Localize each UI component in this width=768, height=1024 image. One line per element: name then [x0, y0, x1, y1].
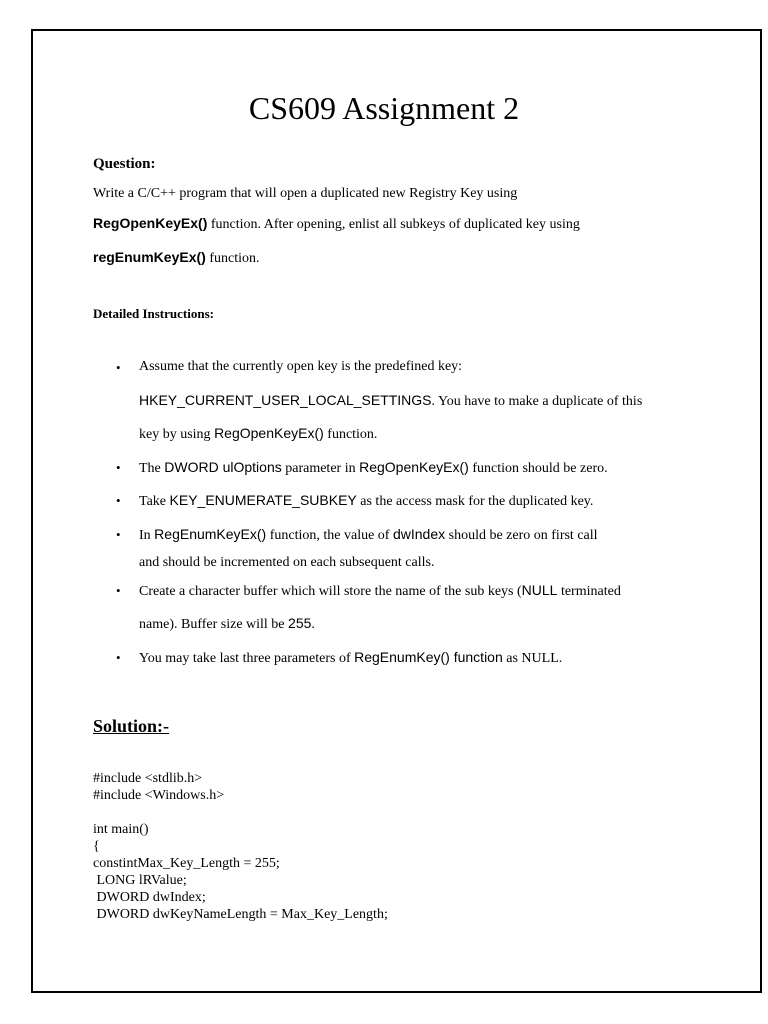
bullet-5-line-2-post: .	[311, 617, 315, 632]
bullet-5-line-1	[139, 582, 621, 600]
code-key-enumerate-subkey: KEY_ENUMERATE_SUBKEY	[169, 492, 357, 508]
bullet-3	[139, 492, 593, 510]
question-heading: Question:	[93, 156, 156, 172]
code-line: LONG lRValue;	[93, 873, 187, 888]
code-regopenkeyex: RegOpenKeyEx()	[359, 459, 469, 475]
solution-heading: Solution:-	[93, 716, 170, 736]
bullet-4-post: should be zero on first call	[445, 528, 598, 543]
code-line: constintMax_Key_Length = 255;	[93, 856, 280, 871]
bullet-4-line-2: and should be incremented on each subsequent calls.	[139, 555, 435, 570]
bullet-5-line-2-pre: name). Buffer size will be	[139, 617, 289, 632]
bullet-2-post: function should be zero.	[468, 461, 608, 476]
code-regenumkey-function: RegEnumKey() function	[354, 649, 503, 665]
bullet-2-pre: The	[139, 461, 165, 476]
bullet-2-mid: parameter in	[281, 461, 360, 476]
bullet-marker: •	[116, 360, 121, 375]
bullet-marker: •	[116, 527, 121, 542]
code-hkey: HKEY_CURRENT_USER_LOCAL_SETTINGS	[139, 392, 432, 408]
bullet-3-pre: Take	[139, 494, 170, 509]
code-dword-uloptions: DWORD ulOptions	[164, 459, 282, 475]
code-regenumkeyex: RegEnumKeyEx()	[154, 526, 267, 542]
question-line-1: Write a C/C++ program that will open a duplicated new Registry Key using	[93, 186, 518, 201]
code-regopenkeyex: RegOpenKeyEx()	[93, 215, 208, 231]
bullet-5-post: terminated	[557, 584, 621, 599]
bullet-5-pre: Create a character buffer which will store the name of the sub keys (	[139, 584, 522, 599]
code-line: #include <stdlib.h>	[93, 771, 203, 786]
question-line-2-text: function. After opening, enlist all subkeys of duplicated key using	[207, 217, 580, 232]
code-line: int main()	[93, 822, 149, 837]
code-regopenkeyex: RegOpenKeyEx()	[214, 425, 324, 441]
code-line: DWORD dwKeyNameLength = Max_Key_Length;	[93, 907, 388, 922]
code-line: {	[93, 839, 100, 854]
bullet-1-line-2-text: . You have to make a duplicate of this	[431, 394, 643, 409]
bullet-6-post: as NULL.	[502, 651, 563, 666]
bullet-1-line-3	[139, 425, 377, 443]
bullet-3-post: as the access mask for the duplicated key.	[356, 494, 594, 509]
code-dwindex: dwIndex	[392, 526, 446, 542]
bullet-4-line-1	[139, 526, 598, 544]
bullet-5-line-2	[139, 615, 315, 633]
bullet-6-pre: You may take last three parameters of	[139, 651, 355, 666]
bullet-1-line-3-pre: key by using	[139, 427, 215, 442]
code-line: DWORD dwIndex;	[93, 890, 206, 905]
question-line-3-text: function.	[205, 251, 260, 266]
bullet-4-mid: function, the value of	[266, 528, 393, 543]
bullet-6	[139, 649, 562, 667]
bullet-marker: •	[116, 650, 121, 665]
bullet-2	[139, 459, 608, 477]
document-title: CS609 Assignment 2	[248, 90, 520, 126]
page-border	[31, 29, 762, 993]
instructions-heading: Detailed Instructions:	[93, 306, 214, 321]
code-255: 255	[288, 615, 312, 631]
code-regenumkeyex: regEnumKeyEx()	[93, 249, 206, 265]
bullet-4-pre: In	[139, 528, 155, 543]
bullet-1-line-2	[139, 392, 642, 410]
bullet-marker: •	[116, 460, 121, 475]
question-line-3	[93, 249, 259, 267]
bullet-marker: •	[116, 493, 121, 508]
question-line-2	[93, 215, 580, 233]
bullet-1-line-1: Assume that the currently open key is the predefined key:	[139, 359, 463, 374]
code-line: #include <Windows.h>	[93, 788, 225, 803]
bullet-marker: •	[116, 583, 121, 598]
code-null: NULL	[521, 582, 558, 598]
bullet-1-line-3-post: function.	[323, 427, 378, 442]
